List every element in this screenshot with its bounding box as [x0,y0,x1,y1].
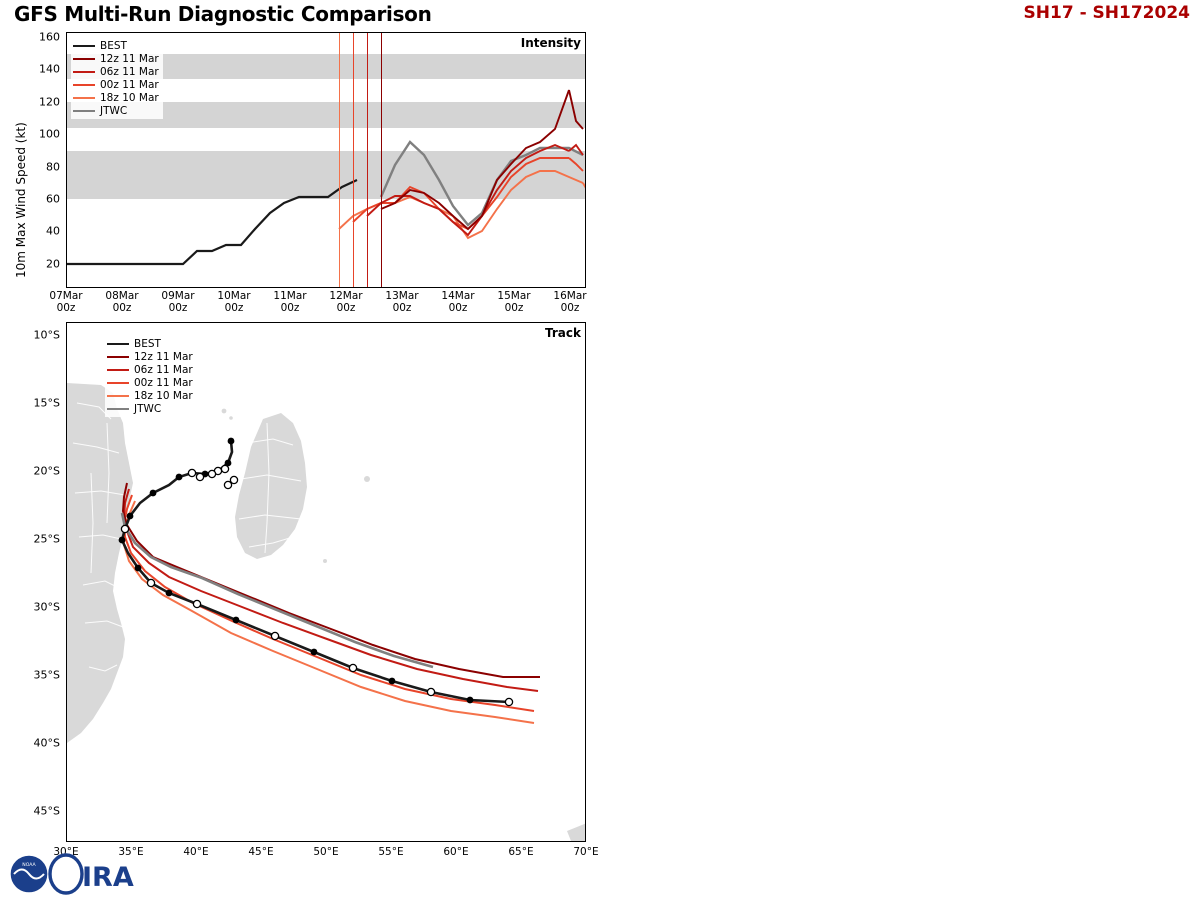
y-tick-label: 100 [39,127,60,141]
track-legend [105,335,197,417]
x-tick-label: 16Mar 00z [553,290,587,314]
x-tick-label: 15Mar 00z [497,290,531,314]
line-swatch-icon [73,71,95,73]
x-tick-label: 12Mar 00z [329,290,363,314]
x-tick-label: 60°E [443,846,469,858]
legend-label: BEST [100,39,127,52]
x-tick-label: 09Mar 00z [161,290,195,314]
intensity-plot-area [66,32,586,288]
intensity-y-axis-label: 10m Max Wind Speed (kt) [14,122,28,278]
x-tick-label: 10Mar 00z [217,290,251,314]
y-tick-label: 35°S [33,668,60,682]
legend-label: 06z 11 Mar [134,363,193,376]
x-tick-label: 30°E [53,846,79,858]
intensity-panel [0,28,600,318]
legend-label: BEST [134,337,161,350]
header [0,0,1200,30]
y-tick-label: 20°S [33,464,60,478]
legend-label: 12z 11 Mar [134,350,193,363]
logo-graphic-icon [8,852,138,896]
y-tick-label: 60 [46,192,60,206]
intensity-panel-label: Intensity [520,36,581,50]
x-tick-label: 50°E [313,846,339,858]
legend-item [107,350,193,363]
line-swatch-icon [107,369,129,371]
x-tick-label: 11Mar 00z [273,290,307,314]
rh-panel [600,600,1200,900]
x-tick-label: 14Mar 00z [441,290,475,314]
x-tick-label: 45°E [248,846,274,858]
legend-item [73,39,159,52]
legend-label: 00z 11 Mar [100,78,159,91]
storm-id-label: SH17 - SH172024 [1023,3,1190,23]
track-plot-area [66,322,586,842]
page-title: GFS Multi-Run Diagnostic Comparison [14,2,432,26]
legend-item [107,389,193,402]
legend-item [107,376,193,389]
legend-item [107,337,193,350]
y-tick-label: 45°S [33,804,60,818]
y-tick-label: 25°S [33,532,60,546]
x-tick-label: 35°E [118,846,144,858]
x-tick-label: 55°E [378,846,404,858]
y-tick-label: 140 [39,62,60,76]
legend-label: 06z 11 Mar [100,65,159,78]
x-tick-label: 13Mar 00z [385,290,419,314]
line-swatch-icon [73,45,95,47]
x-tick-label: 65°E [508,846,534,858]
sst-panel [600,318,1200,600]
noaa-label: NOAA [22,863,36,868]
run-time-line [367,33,368,287]
run-time-line [381,33,382,287]
legend-label: 18z 10 Mar [134,389,193,402]
intensity-legend [71,37,163,119]
noaa-cira-logo [8,852,138,896]
line-swatch-icon [73,110,95,112]
line-swatch-icon [107,356,129,358]
legend-label: 18z 10 Mar [100,91,159,104]
run-time-line [339,33,340,287]
line-swatch-icon [107,343,129,345]
legend-item [73,52,159,65]
legend-label: 12z 11 Mar [100,52,159,65]
legend-item [73,65,159,78]
legend-item [107,363,193,376]
legend-item [73,91,159,104]
line-swatch-icon [107,382,129,384]
line-swatch-icon [73,84,95,86]
x-tick-label: 08Mar 00z [105,290,139,314]
y-tick-label: 15°S [33,396,60,410]
track-panel-label: Track [545,326,581,340]
y-tick-label: 80 [46,160,60,174]
y-tick-label: 10°S [33,328,60,342]
run-time-line [353,33,354,287]
y-tick-label: 20 [46,257,60,271]
line-swatch-icon [73,97,95,99]
y-tick-label: 30°S [33,600,60,614]
x-tick-label: 70°E [573,846,599,858]
legend-item [73,78,159,91]
y-tick-label: 40 [46,224,60,238]
y-tick-label: 160 [39,30,60,44]
legend-item [73,104,159,117]
x-tick-label: 40°E [183,846,209,858]
legend-label: JTWC [134,402,162,415]
track-panel [0,322,600,900]
legend-label: 00z 11 Mar [134,376,193,389]
legend-item [107,402,193,415]
line-swatch-icon [107,395,129,397]
x-tick-label: 07Mar 00z [49,290,83,314]
y-tick-label: 40°S [33,736,60,750]
y-tick-label: 120 [39,95,60,109]
legend-label: JTWC [100,104,128,117]
line-swatch-icon [73,58,95,60]
cira-label: IRA [82,862,134,893]
shear-panel [600,28,1200,318]
line-swatch-icon [107,408,129,410]
